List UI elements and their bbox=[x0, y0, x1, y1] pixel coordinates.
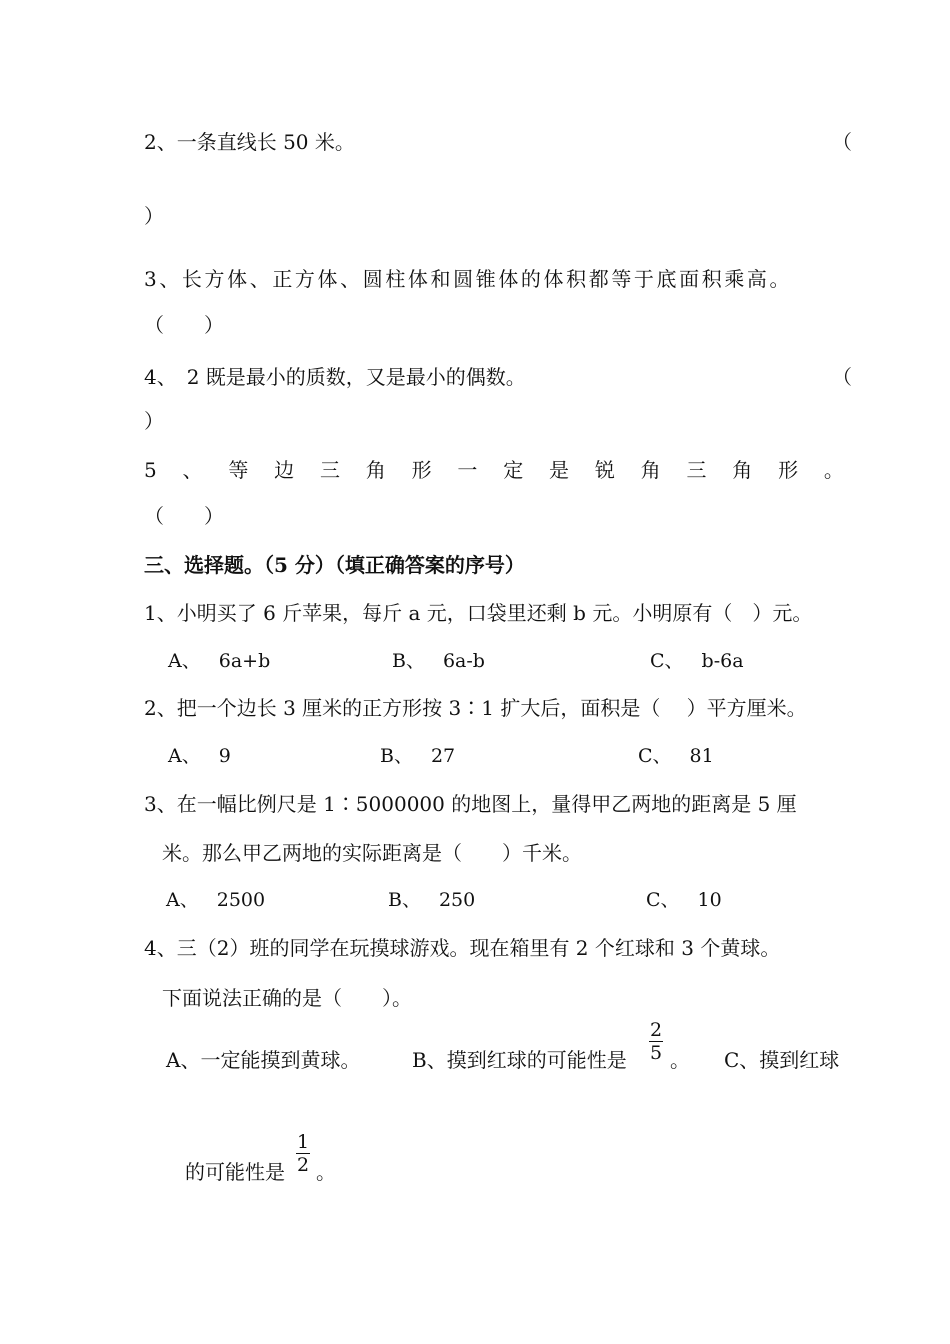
option-label: B、 bbox=[388, 889, 421, 911]
q5-char: 是 bbox=[549, 458, 570, 482]
option-b[interactable] bbox=[392, 648, 485, 674]
tf-question-3: 3、长方体、正方体、圆柱体和圆锥体的体积都等于底面积乘高。 bbox=[144, 267, 793, 291]
option-label: B、 bbox=[392, 650, 425, 672]
option-c-continued[interactable]: 的可能性是 bbox=[185, 1160, 285, 1184]
q5-char: 、 bbox=[182, 458, 203, 482]
answer-paren-close[interactable]: ） bbox=[144, 409, 164, 433]
section-title: 三、选择题。（5 分）（填正确答案的序号） bbox=[144, 553, 525, 577]
q5-char: 5 bbox=[144, 458, 157, 482]
q5-char: 一 bbox=[457, 458, 478, 482]
tf-question-5 bbox=[144, 457, 844, 483]
q5-char: 等 bbox=[228, 458, 249, 482]
option-b[interactable] bbox=[388, 887, 475, 913]
fraction-denominator: 2 bbox=[296, 1154, 310, 1176]
option-value: b-6a bbox=[701, 650, 744, 672]
option-a[interactable] bbox=[168, 648, 270, 674]
option-value: 9 bbox=[218, 745, 231, 767]
tf-question-2: 2、一条直线长 50 米。 bbox=[144, 130, 355, 154]
answer-paren-open[interactable]: （ bbox=[832, 130, 852, 154]
option-value: 2500 bbox=[216, 889, 266, 911]
option-label: A、 bbox=[168, 650, 201, 672]
q5-char: 定 bbox=[503, 458, 524, 482]
option-value: 10 bbox=[697, 889, 722, 911]
option-value: 81 bbox=[689, 745, 714, 767]
option-b[interactable] bbox=[380, 743, 455, 769]
option-value: 250 bbox=[438, 889, 476, 911]
q5-char: 三 bbox=[686, 458, 707, 482]
option-label: B、 bbox=[380, 745, 413, 767]
option-c[interactable] bbox=[638, 743, 714, 769]
mc-question-4-line2: 下面说法正确的是（ ）。 bbox=[162, 986, 412, 1010]
answer-blank[interactable]: （ ） bbox=[144, 313, 224, 337]
fraction-numerator: 2 bbox=[649, 1019, 663, 1041]
mc-question-1: 1、小明买了 6 斤苹果，每斤 a 元，口袋里还剩 b 元。小明原有（ ）元。 bbox=[144, 601, 813, 625]
option-value: 6a-b bbox=[442, 650, 485, 672]
option-value: 27 bbox=[430, 745, 456, 767]
q5-char: 。 bbox=[823, 458, 844, 482]
option-c-end: 。 bbox=[316, 1160, 336, 1184]
option-a[interactable]: A、一定能摸到黄球。 bbox=[166, 1048, 361, 1072]
q5-char: 形 bbox=[411, 458, 432, 482]
option-c[interactable] bbox=[646, 887, 722, 913]
option-c[interactable] bbox=[650, 648, 744, 674]
answer-blank[interactable]: （ ） bbox=[144, 504, 224, 528]
option-b-end: 。 bbox=[670, 1048, 690, 1072]
option-b-text[interactable]: B、摸到红球的可能性是 bbox=[412, 1048, 627, 1072]
q5-char: 角 bbox=[365, 458, 386, 482]
mc-question-3-line2: 米。那么甲乙两地的实际距离是（ ）千米。 bbox=[162, 841, 582, 865]
option-label: C、 bbox=[646, 889, 680, 911]
q5-char: 边 bbox=[274, 458, 295, 482]
option-a[interactable] bbox=[166, 887, 265, 913]
option-label: C、 bbox=[638, 745, 672, 767]
option-c-text[interactable]: C、摸到红球 bbox=[724, 1048, 840, 1072]
fraction-two-fifths bbox=[649, 1020, 663, 1063]
q5-char: 三 bbox=[319, 458, 340, 482]
fraction-numerator: 1 bbox=[296, 1131, 310, 1153]
tf-question-4: 4、 2 既是最小的质数，又是最小的偶数。 bbox=[144, 365, 526, 389]
mc-question-2: 2、把一个边长 3 厘米的正方形按 3∶1 扩大后，面积是（ ）平方厘米。 bbox=[144, 696, 807, 720]
q5-char: 形 bbox=[778, 458, 799, 482]
fraction-denominator: 5 bbox=[649, 1042, 663, 1064]
q5-char: 角 bbox=[732, 458, 753, 482]
mc-question-4-line1: 4、三（2）班的同学在玩摸球游戏。现在箱里有 2 个红球和 3 个黄球。 bbox=[144, 936, 781, 960]
answer-paren-open[interactable]: （ bbox=[832, 365, 852, 389]
option-value: 6a+b bbox=[218, 650, 271, 672]
answer-paren-close[interactable]: ） bbox=[144, 204, 164, 228]
option-label: A、 bbox=[166, 889, 199, 911]
option-a[interactable] bbox=[168, 743, 231, 769]
mc-question-3-line1: 3、在一幅比例尺是 1∶5000000 的地图上，量得甲乙两地的距离是 5 厘 bbox=[144, 792, 797, 816]
q5-char: 锐 bbox=[594, 458, 615, 482]
option-label: A、 bbox=[168, 745, 201, 767]
fraction-one-half bbox=[296, 1132, 310, 1175]
q5-char: 角 bbox=[640, 458, 661, 482]
option-label: C、 bbox=[650, 650, 684, 672]
